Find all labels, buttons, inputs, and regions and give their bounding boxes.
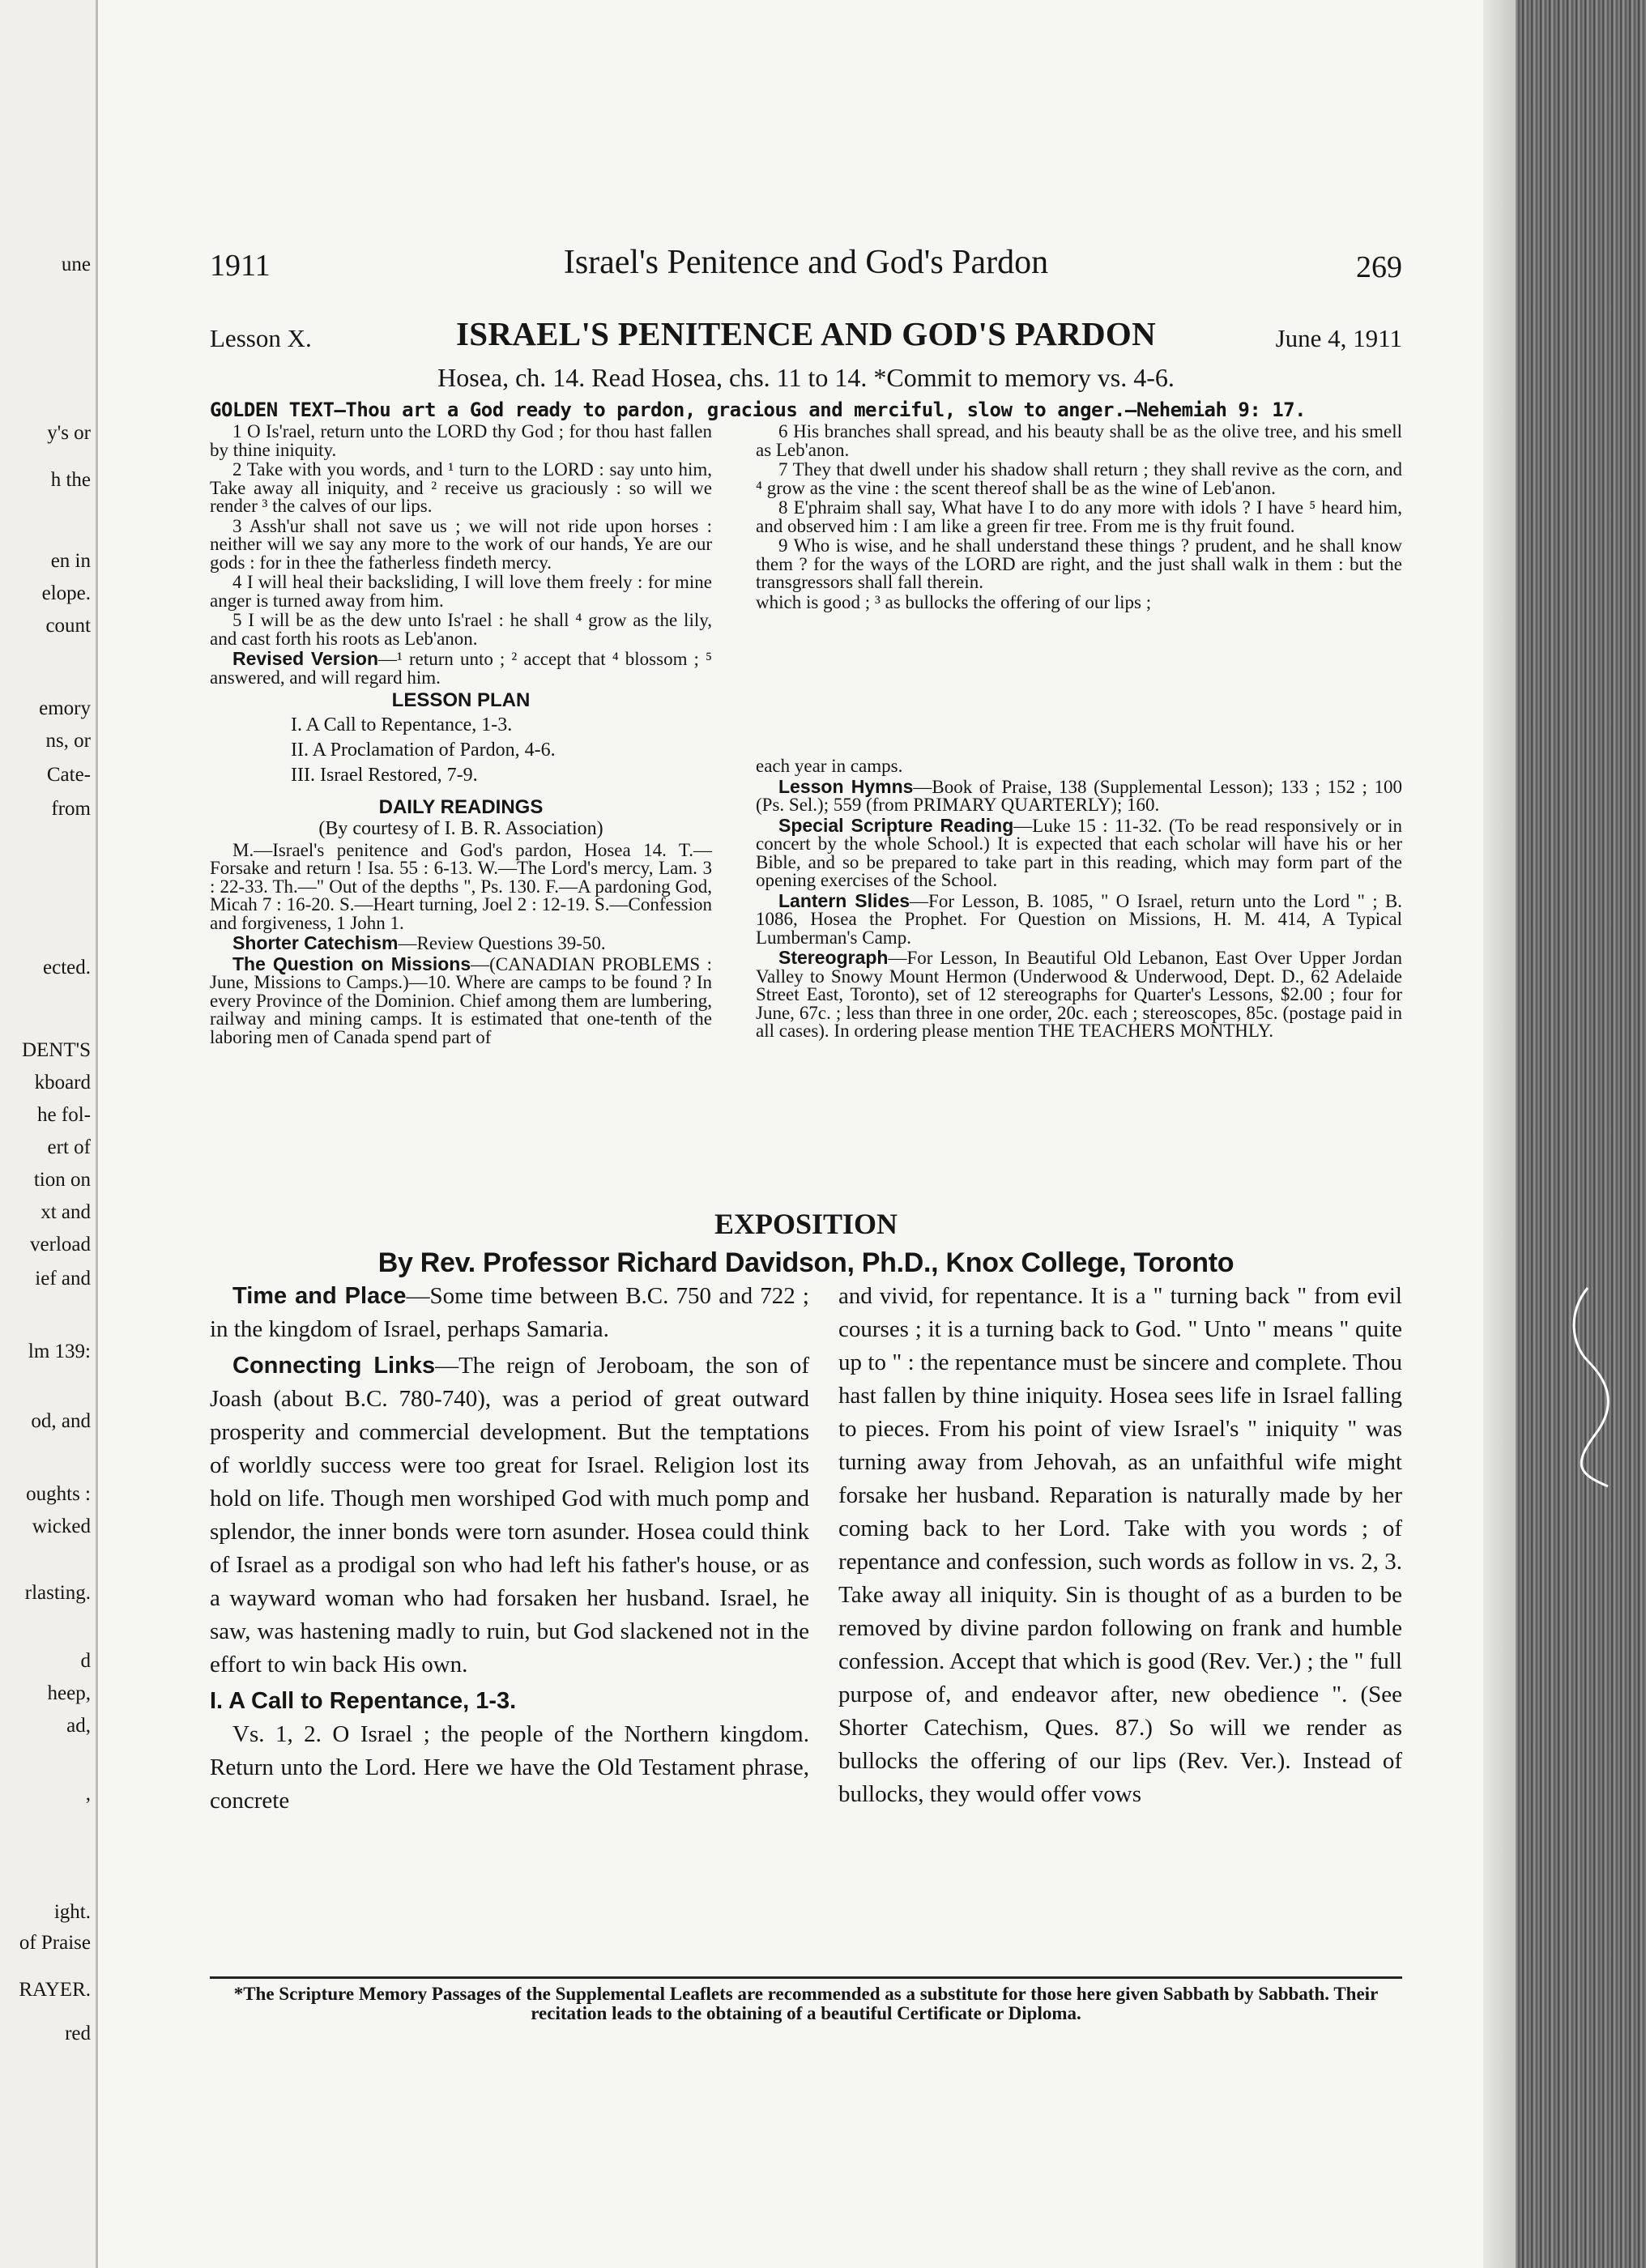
scripture-line: Hosea, ch. 14. Read Hosea, chs. 11 to 14. *Commit to memory vs. 4-6.	[437, 363, 1175, 392]
stereograph-text: —For Lesson, In Beautiful Old Lebanon, East Over Upper Jordan Valley to Snowy Mount Hermon (Underwood & Underwood, Dept. D., 62 Adelaide Street East, Toronto), set of 12 stereographs for Quarter's Lessons, $2.00 ; four for June, 67c. ; less than three in one order, 20c. each ; stereoscopes, 85c. (postage paid in all cases). In ordering please mention THE TEACHERS MONTHLY.	[756, 948, 1402, 1041]
daily-readings-courtesy: (By courtesy of I. B. R. Association)	[318, 818, 603, 839]
verse: 5 I will be as the dew unto Is'rael : he shall ⁴ grow as the lily, and cast forth his roots as Leb'anon.	[210, 610, 712, 649]
lesson-title: ISRAEL'S PENITENCE AND GOD'S PARDON	[455, 315, 1157, 352]
time-and-place	[210, 1280, 809, 1346]
left-page-fragment: h the	[50, 469, 91, 491]
connecting-links-text: —The reign of Jeroboam, the son of Joash (about B.C. 780-740), was a period of great outward prosperity and commercial development. But the temptations of worldly success were too great for Israel. Religion lost its hold on life. Though men worshiped God with much pomp and splendor, the inner bonds were torn asunder. Hosea could think of Israel as a prodigal son who had left his father's house, or as a wayward woman who had forsaken her husband. Israel, he saw, was hastening madly to ruin, but God slackened not in the effort to win back His own.	[210, 1353, 809, 1678]
left-page-fragment: od, and	[31, 1410, 91, 1432]
lantern-slides-label: Lantern Slides	[778, 889, 910, 911]
left-page-fragment: en in	[50, 550, 91, 572]
left-page-fragment: elope.	[41, 582, 91, 604]
left-page-fragment: tion on	[33, 1169, 91, 1191]
lesson-header	[210, 314, 1402, 360]
verse: 8 E'phraim shall say, What have I to do any more with idols ? I have ⁵ heard him, and observed him : I am like a green fir tree. From me is thy fruit found.	[756, 497, 1402, 536]
left-page-fragment: oughts :	[26, 1483, 91, 1505]
revised-version-text: —¹ return unto ; ² accept that ⁴ blossom ; ⁵ answered, and will regard him.	[210, 649, 713, 688]
shorter-catechism	[210, 934, 712, 953]
lesson-hymns-label: Lesson Hymns	[778, 775, 914, 797]
left-page-fragment: wicked	[32, 1516, 91, 1537]
lesson-plan-item: II. A Proclamation of Pardon, 4-6.	[291, 739, 556, 761]
question-on-missions	[210, 955, 712, 1047]
daily-readings-text: M.—Israel's penitence and God's pardon, Hosea 14. T.—Forsake and return ! Isa. 55 : 6-13. W.—The Lord's mercy, Lam. 3 : 22-33. Th.—" Out of the depths ", Ps. 130. F.—A pardoning God, Micah 7 : 16-20. S.—Heart turning, Joel 2 : 12-19. S.—Confession and forgiveness, 1 John 1.	[210, 839, 712, 933]
verses-right-column	[756, 423, 1402, 613]
verse: 2 Take with you words, and ¹ turn to the LORD : say unto him, Take away all iniquity, and ² receive us graciously : so will we render ³ the calves of our lips.	[210, 459, 712, 516]
left-page-fragment: verload	[30, 1234, 91, 1256]
left-page-fragment: RAYER.	[19, 1979, 91, 2001]
running-head-title: Israel's Penitence and God's Pardon	[563, 244, 1049, 281]
lantern-slides	[756, 889, 1403, 948]
page-edge-shadow	[1483, 0, 1516, 2268]
left-page-fragment: DENT'S	[21, 1039, 91, 1061]
footnote: *The Scripture Memory Passages of the Supplemental Leaflets are recommended as a substitute for those here given Sabbath by Sabbath. Their recitation leads to the obtaining of a beautiful Certificate or Diploma.	[233, 1984, 1379, 2023]
lesson-date: June 4, 1911	[1275, 324, 1402, 352]
connecting-links	[210, 1349, 809, 1682]
section-text: Vs. 1, 2. O Israel ; the people of the Northern kingdom. Return unto the Lord. Here we have the Old Testament phrase, concrete	[210, 1721, 809, 1814]
exposition-right-text: and vivid, for repentance. It is a " turning back " from evil courses ; it is a turning back to God. " Unto " means " quite up to " : the repentance must be sincere and complete. Thou hast fallen by thine iniquity. Hosea sees life in Israel falling to pieces. From his point of view Israel's " iniquity " was turning away from Jehovah, as an unfaithful wife might forsake her husband. Reparation is naturally made by her coming back to her Lord. Take with you words ; of repentance and confession, such words as follow in vs. 2, 3. Take away all iniquity. Sin is thought of as a burden to be removed by divine pardon following on frank and humble confession. Accept that which is good (Rev. Ver.) ; the " full purpose of, and endeavor after, new obedience ". (See Shorter Catechism, Ques. 87.) So will we render as bullocks the offering of our lips (Rev. Ver.). Instead of bullocks, they would offer vows	[838, 1283, 1402, 1807]
special-scripture-label: Special Scripture Reading	[778, 814, 1014, 836]
exposition-left-column	[210, 1280, 809, 1818]
verse: 3 Assh'ur shall not save us ; we will not ride upon horses : neither will we say any more to the work of our hands, Ye are our gods : for in thee the fatherless findeth mercy.	[210, 515, 712, 573]
left-page-edge	[0, 0, 98, 2268]
left-page-fragment: ert of	[47, 1136, 91, 1158]
question-on-missions-text: —(CANADIAN PROBLEMS : June, Missions to Camps.)—10. Where are camps to be found ? In every Province of the Dominion. Chief among them are lumbering, railway and mining camps. It is estimated that one-tenth of the laboring men of Canada spend part of	[210, 953, 712, 1047]
lesson-hymns-text: —Book of Praise, 138 (Supplemental Lesson); 133 ; 152 ; 100 (Ps. Sel.); 559 (from PRIMARY QUARTERLY); 160.	[756, 776, 1402, 815]
exposition-author: By Rev. Professor Richard Davidson, Ph.D., Knox College, Toronto	[377, 1247, 1234, 1278]
lesson-plan-heading: LESSON PLAN	[391, 689, 531, 711]
running-head	[210, 243, 1402, 292]
left-page-fragment: emory	[39, 697, 91, 719]
revised-version	[210, 650, 712, 687]
page	[98, 0, 1483, 2268]
special-scripture-reading	[756, 816, 1402, 890]
left-page-fragment: xt and	[41, 1201, 91, 1223]
left-page-fragment: heep,	[47, 1682, 91, 1704]
left-page-fragment: kboard	[34, 1072, 91, 1094]
left-page-fragment: une	[61, 254, 91, 275]
left-page-fragment: d	[80, 1650, 91, 1672]
left-page-fragment: Cate-	[46, 764, 91, 786]
exposition-right-column	[838, 1280, 1402, 1811]
left-page-fragment: rlasting.	[24, 1582, 91, 1604]
left-page-fragment: ected.	[43, 957, 91, 978]
missions-continued: each year in camps.	[756, 756, 903, 776]
left-page-fragment: ,	[85, 1783, 91, 1805]
left-page-fragment: red	[65, 2023, 91, 2044]
stereograph-label: Stereograph	[778, 947, 889, 968]
time-and-place-label: Time and Place	[232, 1283, 407, 1309]
stereograph	[756, 949, 1402, 1041]
section-heading: I. A Call to Repentance, 1-3.	[210, 1688, 517, 1714]
time-and-place-text: —Some time between B.C. 750 and 722 ; in the kingdom of Israel, perhaps Samaria.	[210, 1283, 809, 1342]
verses-left-column	[210, 423, 712, 1048]
lesson-plan-item: III. Israel Restored, 7-9.	[291, 764, 478, 786]
footnote-rule	[210, 1976, 1402, 1979]
special-scripture-text: —Luke 15 : 11-32. (To be read responsively or in concert by the whole School.) It is expected that each scholar will have his or her Bible, and so be prepared to take part in this reading, which may form part of the opening exercises of the School.	[756, 815, 1403, 890]
left-page-fragment: from	[51, 798, 91, 820]
exposition-title: EXPOSITION	[714, 1208, 898, 1240]
left-page-fragment: lm 139:	[28, 1341, 91, 1362]
left-page-fragment: of Praise	[19, 1932, 91, 1954]
left-page-fragment: y's or	[47, 422, 91, 444]
left-page-fragment: count	[45, 615, 91, 637]
verse: 4 I will heal their backsliding, I will love them freely : for mine anger is turned away from him.	[210, 572, 712, 611]
revised-version-label: Revised Version	[232, 648, 379, 669]
loose-thread	[1563, 1280, 1628, 1490]
golden-text: GOLDEN TEXT—Thou art a God ready to pardon, gracious and merciful, slow to anger.—Nehemiah 9: 17.	[210, 399, 1307, 421]
notes-right-column	[756, 757, 1402, 1042]
lesson-hymns	[756, 775, 1402, 815]
shorter-catechism-text: —Review Questions 39-50.	[398, 933, 606, 953]
daily-readings-heading: DAILY READINGS	[378, 795, 544, 818]
verse: 7 They that dwell under his shadow shall return ; they shall revive as the corn, and ⁴ grow as the vine : the scent thereof shall be as the wine of Leb'anon.	[756, 459, 1402, 498]
left-page-fragment: he fol-	[37, 1104, 91, 1126]
running-head-year: 1911	[210, 249, 271, 283]
question-on-missions-label: The Question on Missions	[232, 953, 471, 974]
connecting-links-label: Connecting Links	[232, 1353, 436, 1379]
lesson-plan-item: I. A Call to Repentance, 1-3.	[291, 714, 513, 735]
verse: 6 His branches shall spread, and his beauty shall be as the olive tree, and his smell as Leb'anon.	[756, 421, 1402, 460]
page-number: 269	[1356, 250, 1402, 284]
left-page-fragment: ight.	[53, 1901, 91, 1923]
verse: 1 O Is'rael, return unto the LORD thy God ; for thou hast fallen by thine iniquity.	[210, 421, 712, 460]
shorter-catechism-label: Shorter Catechism	[232, 932, 399, 953]
lesson-number: Lesson X.	[210, 324, 312, 352]
revised-version-continued: which is good ; ³ as bullocks the offering of our lips ;	[756, 591, 1152, 612]
verse: 9 Who is wise, and he shall understand these things ? prudent, and he shall know them ? for the ways of the LORD are right, and the just shall walk in them : but the transgressors shall fall therein.	[756, 535, 1402, 592]
left-page-fragment: ief and	[35, 1268, 91, 1290]
left-page-fragment: ns, or	[45, 730, 91, 752]
lantern-slides-text: —For Lesson, B. 1085, " O Israel, return unto the Lord " ; B. 1086, Hosea the Prophet. For Question on Missions, H. M. 414, A Typical Lumberman's Camp.	[756, 890, 1403, 948]
left-page-fragment: ad,	[66, 1715, 91, 1737]
book-page-edges	[1483, 0, 1646, 2268]
